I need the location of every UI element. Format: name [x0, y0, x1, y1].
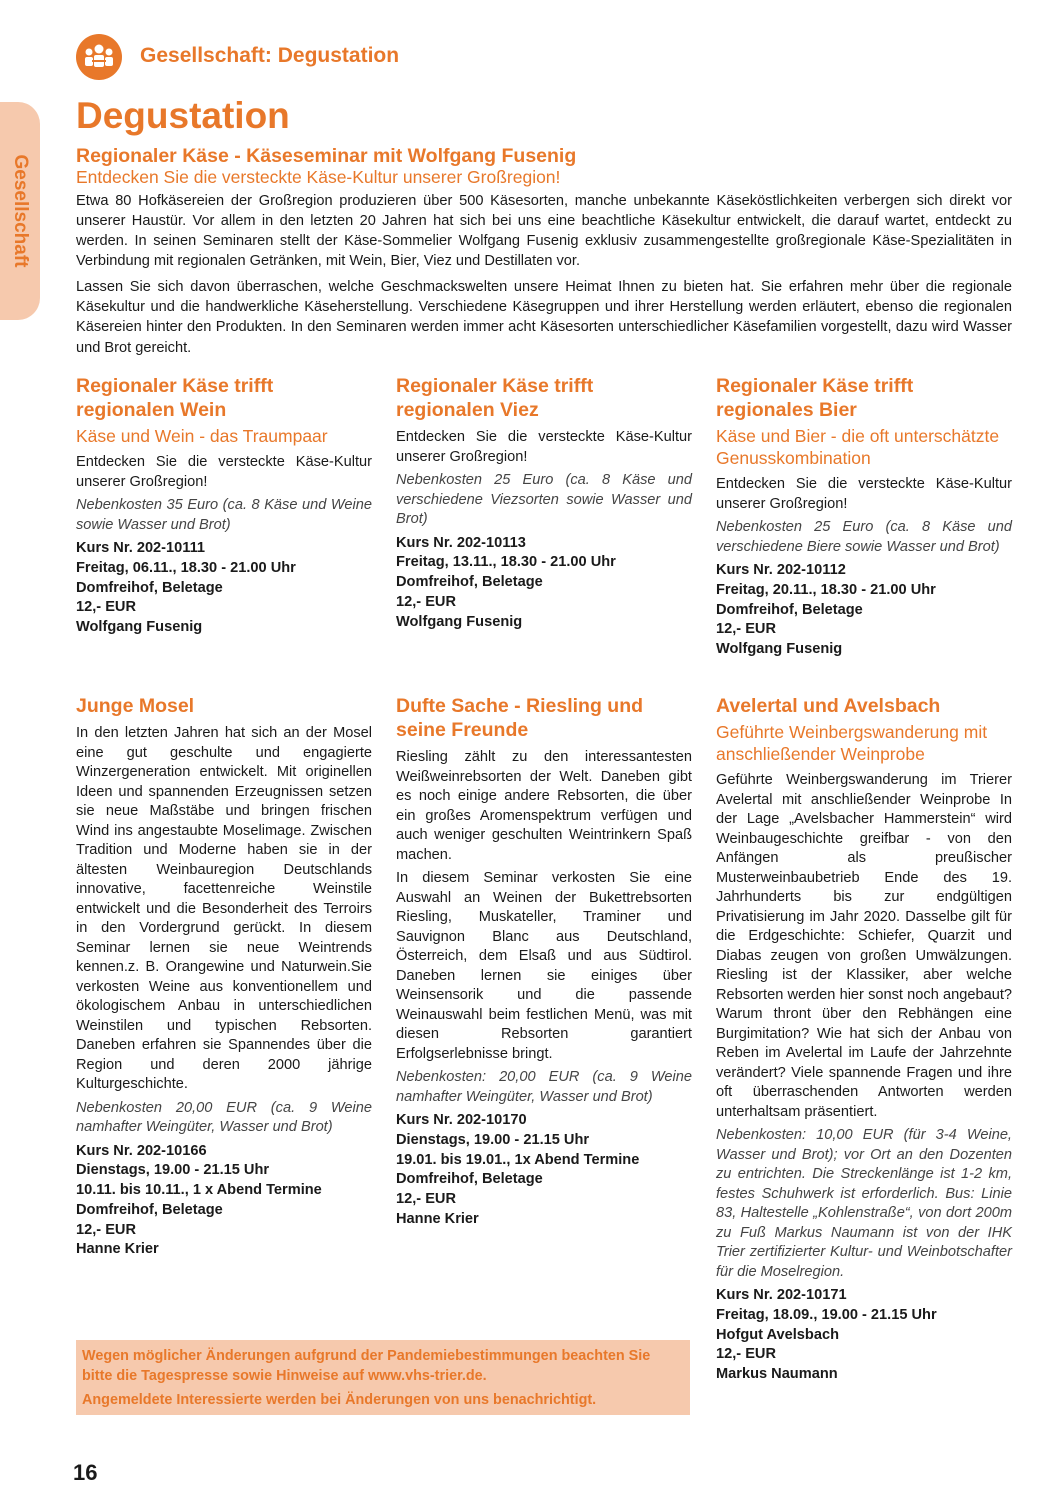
people-group-icon — [76, 34, 122, 80]
course-block — [396, 694, 692, 1230]
course-block — [76, 374, 372, 638]
section-side-tab — [0, 102, 40, 320]
course-place: Domfreihof, Beletage — [76, 579, 223, 596]
course-cost: Nebenkosten: 20,00 EUR (ca. 9 Weine namhafter Weingüter, Wasser und Brot) — [396, 1069, 692, 1105]
course-price: 12,- EUR — [396, 593, 457, 610]
section-header-title: Gesellschaft: Degustation — [140, 44, 400, 67]
course-place: Hofgut Avelsbach — [716, 1326, 839, 1343]
course-price: 12,- EUR — [716, 1346, 777, 1363]
course-date: Freitag, 13.11., 18.30 - 21.00 Uhr — [396, 554, 616, 571]
course-description: Entdecken Sie die versteckte Käse-Kultur unserer Großregion! — [396, 429, 692, 465]
notice-text: Wegen möglicher Änderungen aufgrund der Pandemiebestimmungen beachten Sie bitte die Tagespresse sowie Hinweise auf www.vhs-trier.de. — [82, 1348, 651, 1384]
course-subtitle: Geführte Weinbergswanderung mit anschließender Weinprobe — [716, 722, 988, 764]
course-block — [76, 694, 372, 1260]
course-teacher: Wolfgang Fusenig — [716, 641, 843, 658]
course-number: Kurs Nr. 202-10112 — [716, 562, 846, 578]
course-details — [396, 1111, 692, 1230]
course-details — [716, 561, 1012, 660]
intro-paragraph: Etwa 80 Hofkäsereien der Großregion produzieren über 500 Käsesorten, manche unbekannte Käseköstlichkeiten verbergen sich direkt vor unserer Haustür. Vor allem in den letzten 20 Jahren hat sich bei uns eine beachtliche Käsekultur entwickelt, die darauf wartet, entdeckt zu werden. In seinen Seminaren stellt der Käse-Sommelier Wolfgang Fusenig exklusiv zusammengestellte großregionale Käse-Spezialitäten in Verbindung mit regionalen Getränken, mit Wein, Bier, Viez und Destillaten vor. — [76, 192, 1012, 270]
course-block — [716, 374, 1012, 660]
course-title: Regionaler Käse trifft regionales Bier — [716, 375, 914, 421]
course-details — [76, 539, 372, 638]
course-details — [716, 1286, 1012, 1385]
course-place: Domfreihof, Beletage — [716, 601, 863, 618]
course-place: Domfreihof, Beletage — [76, 1201, 223, 1218]
course-title: Junge Mosel — [76, 695, 195, 717]
course-description: In diesem Seminar verkosten Sie eine Auswahl an Weinen der Bukettrebsorten Riesling, Muskateller, Traminer und Sauvignon Blanc aus Deutschland, Österreich, dem Elsaß und aus Südtirol. Daneben lernen sie einiges über Weinsensorik und die passende Weinauswahl beim festlichen Menü, was mit diesen Rebsorten garantiert Erfolgserlebnisse bringt. — [396, 870, 692, 1062]
course-number: Kurs Nr. 202-10166 — [76, 1142, 207, 1159]
course-subtitle: Käse und Wein - das Traumpaar — [76, 426, 328, 446]
course-date: Freitag, 20.11., 18.30 - 21.00 Uhr — [716, 581, 936, 598]
course-description: In den letzten Jahren hat sich an der Mosel eine gut geschulte und engagierte Winzergeneration entwickelt. Mit originellen Ideen und spannenden Erzeugnissen setzen sie neue Maßstäbe und bringen frischen Wind ins angestaubte Moselimage. Zwischen Tradition und Moderne haben sie in der ältesten Weinbauregion Deutschlands innovative, facettenreiche Weinstile entwickelt und die Besonderheit des Terroirs in den Vordergrund gerückt. In diesem Seminar lernen sie neue Weintrends kennen.z. B. Orangewine und Naturwein.Sie verkosten Weine aus konventionellem und ökologischem Anbau in unterschiedlichen Weinstilen und typischen Rebsorten. Daneben erfahren sie Spannendes über die Region und deren 2000 jährige Kulturgeschichte. — [76, 725, 372, 1092]
course-number: Kurs Nr. 202-10113 — [396, 534, 526, 551]
course-details — [76, 1142, 372, 1261]
intro-paragraph: Lassen Sie sich davon überraschen, welche Geschmackswelten unsere Heimat Ihnen zu bieten hat. Sie erfahren mehr über die regionale Käsekultur und die handwerkliche Käseherstellung. Verschiedene Käsegruppen und ihrer Herstellung werden erläutert, ebenso die regionalen Käsereien hinter den Produkten. In den Seminaren werden immer acht Käsesorten unterschiedlicher Käsefamilien vorgestellt, dazu wird Wasser und Brot gereicht. — [76, 278, 1012, 356]
page-number: 16 — [73, 1460, 98, 1485]
notice-text: Angemeldete Interessierte werden bei Änderungen von uns benachrichtigt. — [82, 1392, 597, 1408]
course-description: Entdecken Sie die versteckte Käse-Kultur unserer Großregion! — [76, 454, 372, 490]
course-price: 12,- EUR — [396, 1191, 457, 1208]
intro-block — [76, 146, 1012, 363]
course-description: Riesling zählt zu den interessantesten Weißweinrebsorten der Welt. Daneben gibt es noch einige andere Rebsorten, die über ein großes Aromenspektrum verfügen und auch weniger geschulten Weintrinkern Spaß machen. — [396, 749, 692, 863]
course-block — [716, 694, 1012, 1385]
course-description: Entdecken Sie die versteckte Käse-Kultur unserer Großregion! — [716, 476, 1012, 512]
course-teacher: Markus Naumann — [716, 1366, 838, 1383]
course-cost: Nebenkosten 25 Euro (ca. 8 Käse und verschiedene Viezsorten sowie Wasser und Brot) — [396, 472, 692, 527]
course-place: Domfreihof, Beletage — [396, 574, 543, 591]
course-price: 12,- EUR — [76, 1221, 137, 1238]
course-price: 12,- EUR — [716, 621, 777, 638]
intro-title: Regionaler Käse - Käseseminar mit Wolfgang Fusenig — [76, 145, 577, 167]
course-title: Regionaler Käse trifft regionalen Wein — [76, 375, 274, 421]
course-cost: Nebenkosten 25 Euro (ca. 8 Käse und verschiedene Biere sowie Wasser und Brot) — [716, 519, 1012, 555]
course-details — [396, 534, 692, 633]
course-date: Dienstags, 19.00 - 21.15 Uhr — [396, 1131, 590, 1148]
course-subtitle: Käse und Bier - die oft unterschätzte Genusskombination — [716, 426, 1000, 468]
course-description: Geführte Weinbergswanderung im Trierer Avelertal mit anschließender Weinprobe In der Lage „Avelsbacher Hammerstein“ wird Weinbaugeschichte greifbar - von den Anfängen als preußischer Musterweinbaubetrieb Ende des 19. Jahrhunderts bis zur endgültigen Privatisierung im Jahr 2020. Dasselbe gilt für die Erdgeschichte: Schiefer, Quarzit und Diabas zeugen von großen Umwälzungen. Riesling ist der Klassiker, aber welche Rebsorten werden hier sonst noch angebaut? Warum thront über den Rebhängen eine Burgimitation? Wie hat sich der Anbau von Reben im Avelertal im Laufe der Jahrzehnte verändert? Viele spannende Fragen und ihre oft überraschenden Antworten werden unterhaltsam präsentiert. — [716, 772, 1012, 1120]
course-block — [396, 374, 692, 632]
course-title: Dufte Sache - Riesling und seine Freunde — [396, 695, 644, 741]
course-number: Kurs Nr. 202-10170 — [396, 1112, 527, 1128]
course-cost: Nebenkosten: 10,00 EUR (für 3-4 Weine, Wasser und Brot); vor Ort an den Dozenten zu entrichten. Die Streckenlänge ist 1-2 km, festes Schuhwerk ist erforderlich. Bus: Linie 83, Haltestelle „Kohlenstraße“, von dort 200m zu Fuß Markus Naumann ist von der IHK Trier zertifizierter Kultur- und Weinbotschafter für die Moselregion. — [716, 1127, 1012, 1280]
course-date: Freitag, 18.09., 19.00 - 21.15 Uhr — [716, 1306, 937, 1323]
course-teacher: Hanne Krier — [396, 1210, 479, 1227]
course-cost: Nebenkosten 20,00 EUR (ca. 9 Weine namhafter Weingüter, Wasser und Brot) — [76, 1099, 372, 1135]
course-number: Kurs Nr. 202-10171 — [716, 1287, 847, 1303]
side-tab-label: Gesellschaft — [10, 154, 31, 268]
course-teacher: Hanne Krier — [76, 1241, 159, 1258]
course-date: Freitag, 06.11., 18.30 - 21.00 Uhr — [76, 559, 296, 576]
course-place: Domfreihof, Beletage — [396, 1171, 543, 1188]
course-cost: Nebenkosten 35 Euro (ca. 8 Käse und Weine sowie Wasser und Brot) — [76, 497, 372, 533]
pandemic-notice-box — [76, 1340, 690, 1415]
course-date: Dienstags, 19.00 - 21.15 Uhr — [76, 1162, 270, 1179]
course-price: 12,- EUR — [76, 599, 137, 616]
course-title: Regionaler Käse trifft regionalen Viez — [396, 375, 594, 421]
course-teacher: Wolfgang Fusenig — [396, 613, 523, 630]
course-dates-range: 10.11. bis 10.11., 1 x Abend Termine — [76, 1182, 322, 1199]
intro-subtitle: Entdecken Sie die versteckte Käse-Kultur unserer Großregion! — [76, 167, 561, 188]
page-title: Degustation — [76, 95, 290, 136]
course-title: Avelertal und Avelsbach — [716, 695, 941, 717]
course-teacher: Wolfgang Fusenig — [76, 619, 203, 636]
course-dates-range: 19.01. bis 19.01., 1x Abend Termine — [396, 1151, 640, 1168]
course-number: Kurs Nr. 202-10111 — [76, 540, 206, 556]
